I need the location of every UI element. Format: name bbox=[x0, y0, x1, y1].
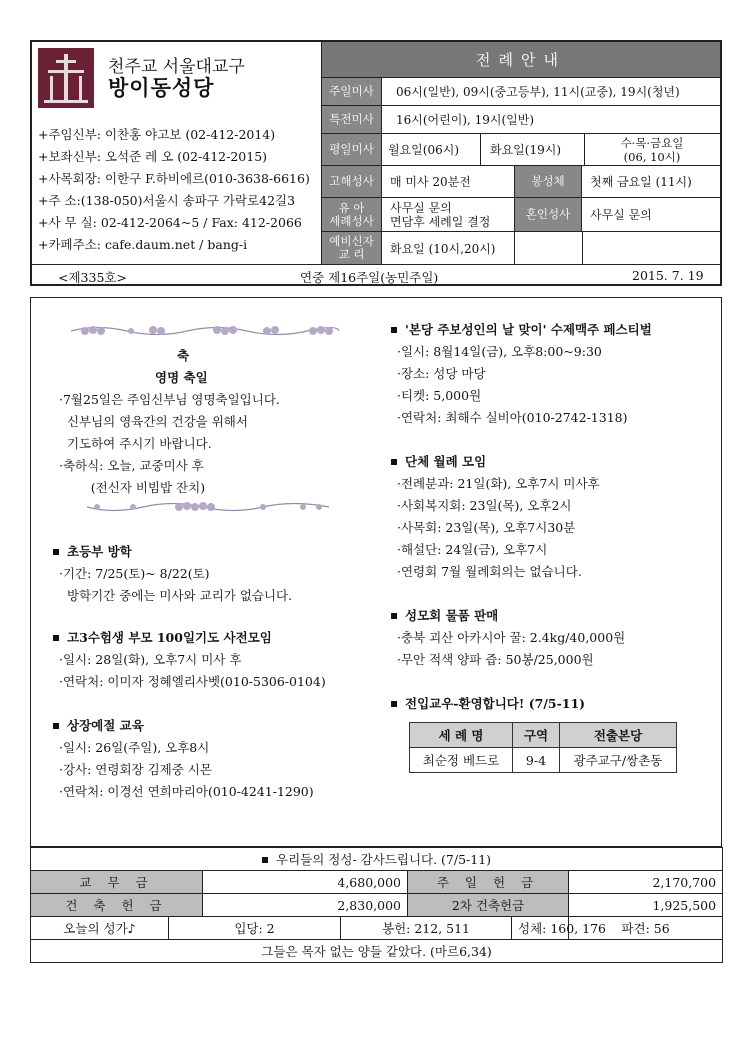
hymn-offertory: 봉헌: 212, 511 bbox=[341, 917, 512, 940]
monthly-meetings-line-4: ·해설단: 24일(금), 오후7시 bbox=[397, 542, 548, 557]
confession-value: 매 미사 20분전 bbox=[390, 175, 471, 189]
section-title-product-sale: 성모회 물품 판매 bbox=[391, 606, 498, 624]
marriage-label: 혼인성사 bbox=[514, 198, 582, 231]
weekday-mass-row bbox=[322, 134, 720, 166]
feast-line-3: 기도하여 주시기 바랍니다. bbox=[59, 436, 212, 451]
staff-office: +사 무 실: 02-412-2064~5 / Fax: 412-2066 bbox=[38, 215, 302, 230]
offering-label-sunday: 주 일 헌 금 bbox=[408, 871, 569, 894]
monthly-meetings-line-5: ·연령회 7월 월례회의는 없습니다. bbox=[397, 564, 582, 579]
offering-label-dues: 교 무 금 bbox=[31, 871, 203, 894]
marriage-value: 사무실 문의 bbox=[590, 208, 652, 222]
floral-vine-bottom-icon bbox=[83, 498, 333, 516]
special-mass-label: 특전미사 bbox=[322, 106, 382, 133]
weekday-monday: 월요일(06시) bbox=[388, 143, 460, 157]
hymn-label: 오늘의 성가♪ bbox=[31, 917, 169, 940]
exam-prayer-line-2: ·연락처: 이미자 정혜엘리사벳(010-5306-0104) bbox=[59, 674, 326, 689]
feast-line-2: 신부님의 영육간의 건강을 위해서 bbox=[59, 414, 248, 429]
beer-festival-line-3: ·티켓: 5,000원 bbox=[397, 388, 482, 403]
confession-label: 고해성사 bbox=[322, 166, 382, 197]
beer-festival-line-2: ·장소: 성당 마당 bbox=[397, 366, 486, 381]
hymn-communion: 성체: 160, 176 bbox=[512, 917, 569, 940]
infant-baptism-label-2: 세례성사 bbox=[329, 213, 374, 228]
staff-pastor: +주임신부: 이찬홍 야고보 (02-412-2014) bbox=[38, 127, 276, 142]
quote-row bbox=[31, 940, 723, 963]
feast-line-4: ·축하식: 오늘, 교중미사 후 bbox=[59, 458, 204, 473]
catechumen-label-2: 교 리 bbox=[338, 247, 365, 261]
infant-baptism-label-1: 유 아 bbox=[338, 200, 365, 215]
infant-baptism-row bbox=[322, 198, 720, 232]
hymn-entrance: 입당: 2 bbox=[169, 917, 341, 940]
section-title-welcome: 전입교우-환영합니다! (7/5-11) bbox=[391, 694, 585, 712]
catechumen-label-1: 예비신자 bbox=[329, 234, 374, 248]
feast-subtitle: 영명 축일 bbox=[155, 370, 208, 385]
parish-info-panel bbox=[32, 42, 322, 264]
feast-line-1: ·7월25일은 주임신부님 영명축일입니다. bbox=[59, 392, 280, 407]
sunday-mass-row bbox=[322, 78, 720, 106]
product-sale-line-1: ·충북 괴산 아카시아 꿀: 2.4kg/40,000원 bbox=[397, 630, 626, 645]
transfer-cell-name: 최순정 베드로 bbox=[410, 748, 513, 773]
hymn-row bbox=[31, 917, 723, 940]
section-title-funeral-rite: 상장예절 교육 bbox=[53, 716, 144, 734]
sunday-mass-label: 주일미사 bbox=[322, 78, 382, 105]
feast-title: 축 bbox=[177, 348, 190, 363]
confession-row bbox=[322, 166, 720, 198]
summer-break-line-1: ·기간: 7/25(토)~ 8/22(토) bbox=[59, 566, 210, 581]
section-title-monthly-meetings: 단체 월례 모임 bbox=[391, 452, 486, 470]
transfer-header-district: 구역 bbox=[513, 723, 560, 748]
special-mass-row bbox=[322, 106, 720, 134]
section-title-exam-prayer: 고3수험생 부모 100일기도 사전모임 bbox=[53, 628, 272, 646]
liturgy-panel bbox=[322, 42, 720, 264]
staff-address: +주 소:(138-050)서울시 송파구 가락로42길3 bbox=[38, 193, 296, 208]
beer-festival-line-4: ·연락처: 최해수 실비아(010-2742-1318) bbox=[397, 410, 628, 425]
feast-line-5: (전신자 비빔밥 잔치) bbox=[59, 480, 206, 495]
table-row bbox=[410, 748, 677, 773]
anointing-label: 봉성체 bbox=[514, 166, 582, 197]
summer-break-line-2: 방학기간 중에는 미사와 교리가 없습니다. bbox=[59, 588, 293, 603]
weekday-other bbox=[584, 134, 720, 165]
transfer-header-parish: 전출본당 bbox=[560, 723, 677, 748]
weekday-tuesday: 화요일(19시) bbox=[490, 143, 562, 157]
monthly-meetings-line-2: ·사회복지회: 23일(목), 오후2시 bbox=[397, 498, 572, 513]
exam-prayer-line-1: ·일시: 28일(화), 오후7시 미사 후 bbox=[59, 652, 242, 667]
transfer-cell-district: 9-4 bbox=[513, 748, 560, 773]
announcements-box bbox=[30, 297, 722, 847]
offering-title: 우리들의 정성- 감사드립니다. (7/5-11) bbox=[31, 848, 723, 871]
offering-value-building: 2,830,000 bbox=[203, 894, 408, 917]
offering-value-second-building: 1,925,500 bbox=[569, 894, 723, 917]
issue-date: 2015. 7. 19 bbox=[632, 268, 704, 283]
catechumen-row bbox=[322, 232, 720, 264]
offering-title-row bbox=[31, 848, 723, 871]
infant-baptism-value bbox=[390, 198, 490, 231]
weekday-other-days: 수·목·금요일 bbox=[620, 135, 684, 150]
hymn-dismissal: 파견: 56 bbox=[569, 917, 723, 940]
staff-assistant: +보좌신부: 오석준 레 오 (02-412-2015) bbox=[38, 149, 268, 164]
transfer-header-row bbox=[410, 723, 677, 748]
sunday-name: 연중 제16주일(농민주일) bbox=[300, 270, 439, 285]
gospel-quote: 그들은 목자 없는 양들 같았다. (마르6,34) bbox=[31, 940, 723, 963]
liturgy-title: 전례안내 bbox=[322, 42, 720, 78]
monthly-meetings-line-1: ·전례분과: 21일(화), 오후7시 미사후 bbox=[397, 476, 600, 491]
weekday-mass-label: 평일미사 bbox=[322, 134, 382, 165]
offering-value-sunday: 2,170,700 bbox=[569, 871, 723, 894]
infant-baptism-label bbox=[322, 198, 382, 231]
infant-baptism-value-1: 사무실 문의 bbox=[390, 200, 452, 215]
product-sale-line-2: ·무안 적색 양파 즙: 50봉/25,000원 bbox=[397, 652, 594, 667]
offering-row-1 bbox=[31, 871, 723, 894]
special-mass-value: 16시(어린이), 19시(일반) bbox=[396, 113, 535, 127]
issue-bar bbox=[32, 264, 720, 286]
catechumen-label bbox=[322, 232, 382, 264]
transfer-header-name: 세 례 명 bbox=[410, 723, 513, 748]
bulletin-header bbox=[30, 40, 722, 286]
funeral-rite-line-2: ·강사: 연령회장 김제중 시몬 bbox=[59, 762, 212, 777]
offering-value-dues: 4,680,000 bbox=[203, 871, 408, 894]
section-title-beer-festival: '본당 주보성인의 날 맞이' 수제맥주 페스티벌 bbox=[391, 320, 652, 338]
offering-table bbox=[30, 847, 723, 963]
staff-cafe: +카페주소: cafe.daum.net / bang-i bbox=[38, 237, 248, 252]
staff-council: +사목회장: 이한구 F.하비에르(010-3638-6616) bbox=[38, 171, 310, 186]
offering-row-2 bbox=[31, 894, 723, 917]
monthly-meetings-line-3: ·사목회: 23일(목), 오후7시30분 bbox=[397, 520, 576, 535]
parish-logo-icon bbox=[38, 48, 94, 108]
beer-festival-line-1: ·일시: 8월14일(금), 오후8:00~9:30 bbox=[397, 344, 602, 359]
infant-baptism-value-2: 면담후 세례일 결정 bbox=[390, 214, 491, 229]
anointing-value: 첫째 금요일 (11시) bbox=[590, 175, 692, 189]
funeral-rite-line-1: ·일시: 26일(주일), 오후8시 bbox=[59, 740, 210, 755]
diocese-name: 천주교 서울대교구 bbox=[108, 57, 245, 77]
offering-label-second-building: 2차 건축헌금 bbox=[408, 894, 569, 917]
issue-number: <제335호> bbox=[58, 270, 127, 285]
section-title-summer-break: 초등부 방학 bbox=[53, 542, 132, 560]
offering-label-building: 건 축 헌 금 bbox=[31, 894, 203, 917]
weekday-other-times: (06, 10시) bbox=[623, 149, 681, 164]
transfer-cell-parish: 광주교구/쌍촌동 bbox=[560, 748, 677, 773]
transfer-table bbox=[409, 722, 677, 773]
funeral-rite-line-3: ·연락처: 이경선 연희마리아(010-4241-1290) bbox=[59, 784, 314, 799]
floral-vine-top-icon bbox=[67, 322, 343, 340]
parish-name: 방이동성당 bbox=[108, 75, 215, 100]
sunday-mass-value: 06시(일반), 09시(중고등부), 11시(교중), 19시(청년) bbox=[396, 85, 680, 99]
catechumen-value: 화요일 (10시,20시) bbox=[390, 241, 496, 256]
